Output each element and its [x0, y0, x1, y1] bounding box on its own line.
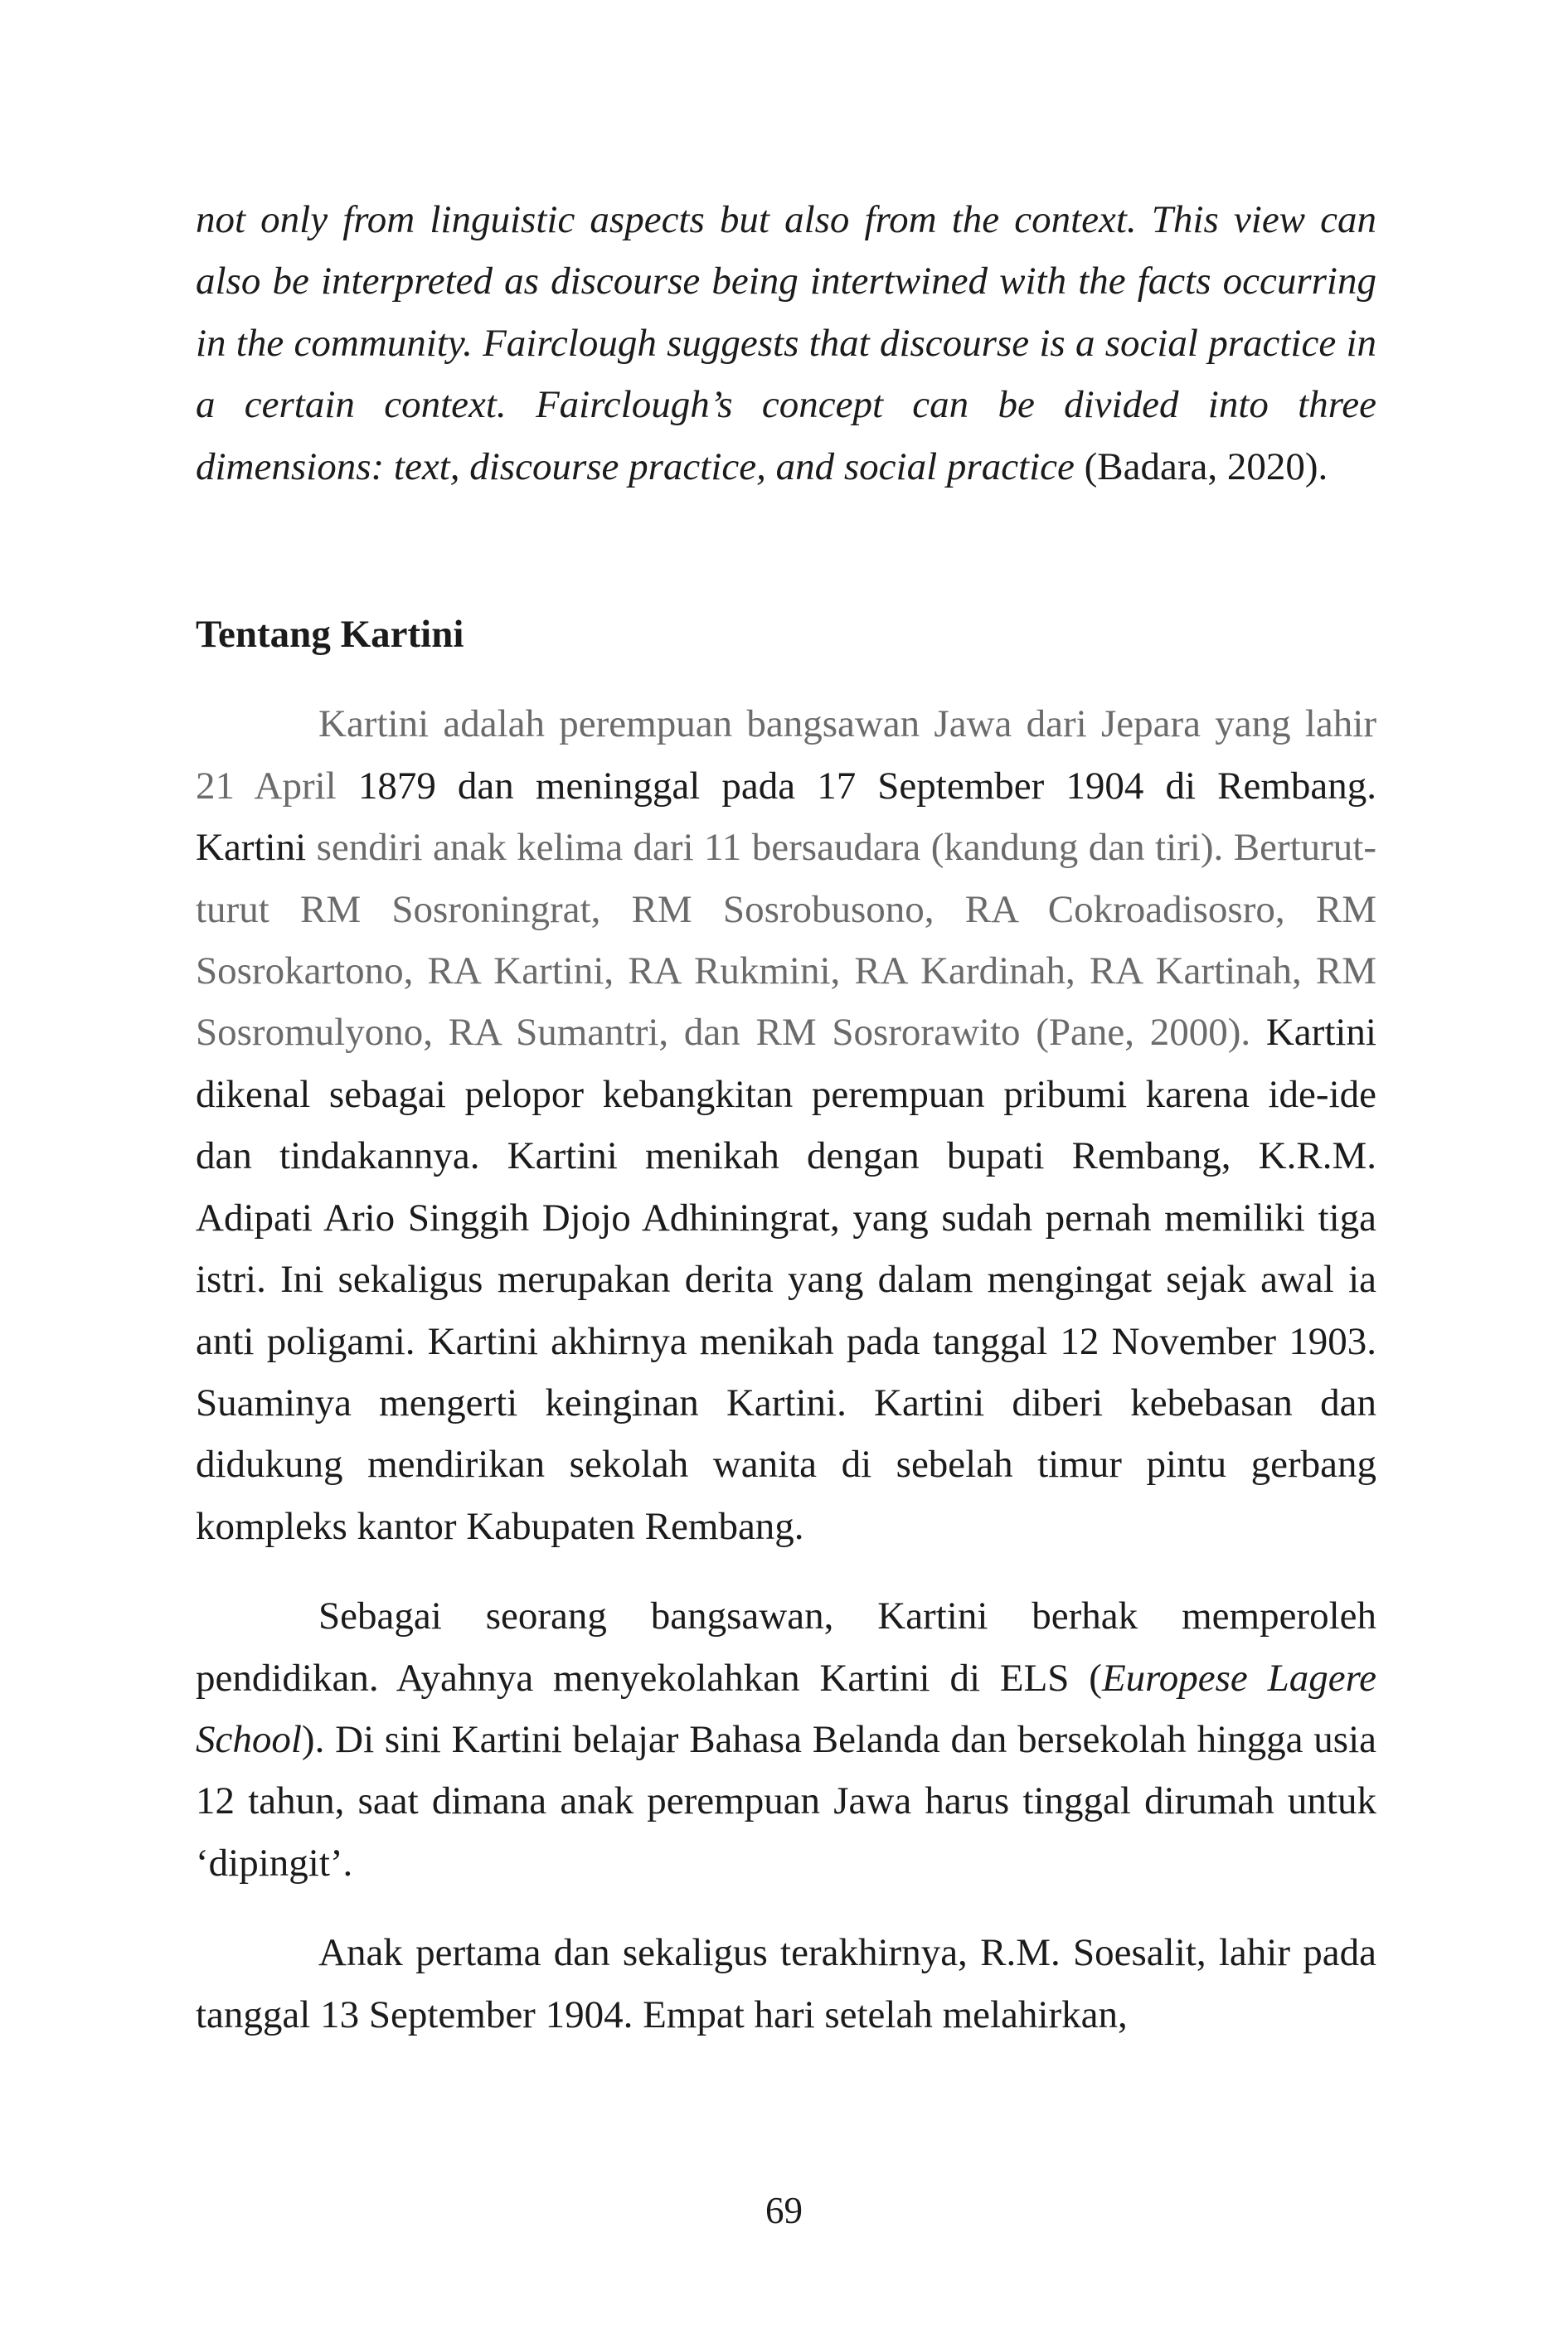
paragraph-kartini-child — [196, 1922, 1376, 2046]
paragraph3-text: Anak pertama dan sekaligus terakhirnya, R.M. Soesalit, lahir pada tanggal 13 September 1904. Empat hari setelah melahirkan, — [196, 1931, 1376, 2036]
section-heading: Tentang Kartini — [196, 613, 464, 657]
page-body — [196, 189, 1376, 2046]
paragraph-kartini-education — [196, 1585, 1376, 1894]
paragraph1-segment-1: Kartini adalah perempuan bangsawan Jawa dari Jepara yang lahir 21 April — [196, 702, 1376, 808]
paragraph-kartini-bio — [196, 693, 1376, 1557]
paragraph2-text-before: Sebagai seorang bangsawan, Kartini berhak memperoleh pendidikan. Ayahnya menyekolahkan Kartini di ELS ( — [196, 1594, 1376, 1700]
paragraph1-segment-3: sendiri anak kelima dari 11 bersaudara (kandung dan tiri). Berturut-turut RM Sosroningrat, RM Sosrobusono, RA Cokroadisosro, RM Sosrokartono, RA Kartini, RA Rukmini, RA Kardinah, RA Kartinah, RM Sosromulyono, RA Sumantri, dan RM Sosrorawito (Pane, 2000). — [196, 826, 1377, 1055]
intro-paragraph — [196, 189, 1376, 497]
intro-italic-text: not only from linguistic aspects but also from the context. This view can also be interpreted as discourse being intertwined with the facts occurring in the community. Fairclough suggests that discourse is a social practice in a certain context. Fairclough’s concept can be divided into three dimensions: text, discourse practice, and social practice — [196, 198, 1376, 488]
paragraph2-italic-term: Europese Lagere School — [196, 1656, 1376, 1761]
paragraph1-segment-2: 1879 dan meninggal pada 17 September 1904 di Rembang. Kartini — [196, 764, 1377, 870]
paragraph2-text-after: ). Di sini Kartini belajar Bahasa Belanda dan bersekolah hingga usia 12 tahun, saat dimana anak perempuan Jawa harus tinggal dirumah untuk ‘dipingit’. — [196, 1717, 1376, 1885]
page-number: 69 — [765, 2190, 803, 2231]
intro-citation: (Badara, 2020). — [1084, 444, 1328, 488]
paragraph1-segment-4: Kartini dikenal sebagai pelopor kebangkitan perempuan pribumi karena ide-ide dan tindakannya. Kartini menikah dengan bupati Rembang, K.R.M. Adipati Ario Singgih Djojo Adhiningrat, yang sudah pernah memiliki tiga istri. Ini sekaligus merupakan derita yang dalam mengingat sejak awal ia anti poligami. Kartini akhirnya menikah pada tanggal 12 November 1903. Suaminya mengerti keinginan Kartini. Kartini diberi kebebasan dan didukung mendirikan sekolah wanita di sebelah timur pintu gerbang kompleks kantor Kabupaten Rembang. — [196, 1011, 1376, 1548]
